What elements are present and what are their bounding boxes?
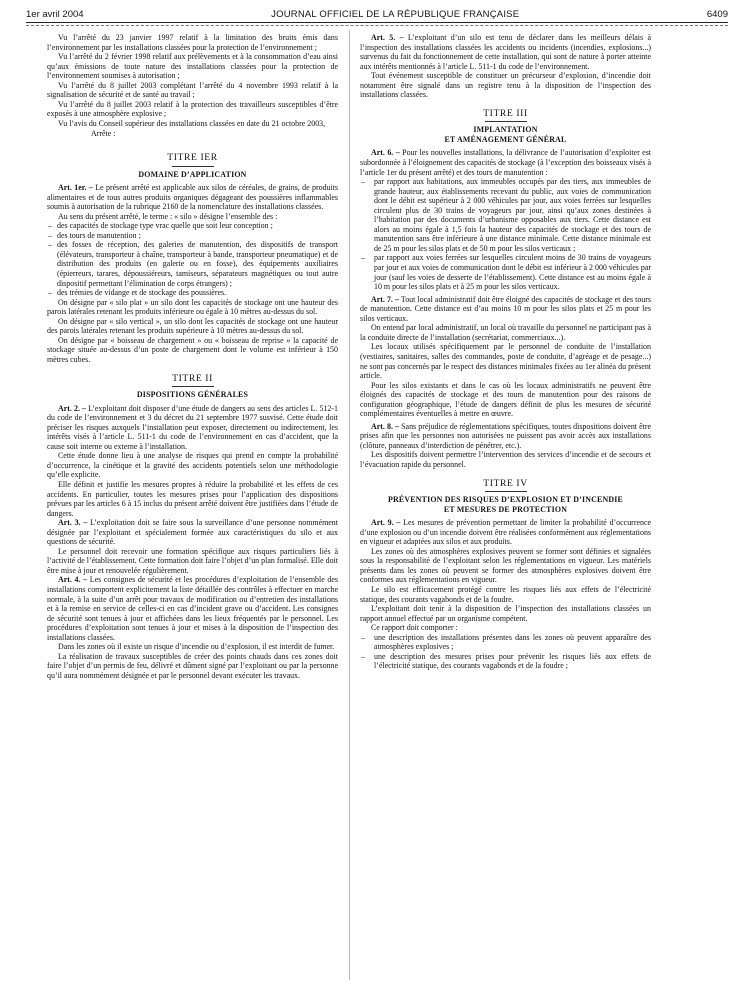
article-7: [360, 295, 651, 324]
visa-paragraph: Vu l’arrêté du 2 février 1998 relatif aux prélèvements et à la consommation d’eau ainsi qu’aux émissions de toute nature des installations classées pour la protection de l’environnement soumises à autorisation ;: [47, 52, 338, 81]
article-1-paragraph: On désigne par « silo vertical », un silo dont les capacités de stockage ont une hauteur des parois latérales retenant les produits supérieure à 10 mètres au-dessus du sol.: [47, 316, 338, 336]
article-9-paragraph: Ce rapport doit comporter :: [371, 623, 458, 633]
article-7-label: Art. 7. –: [371, 294, 399, 304]
titre-rule: [172, 386, 214, 387]
article-6-text: Pour les nouvelles installations, la délivrance de l’autorisation d’exploiter est subordonnée à l’éloignement des capacités de stockage (à l’exception des boisseaux visés à l’article 1er du présent arrêté) et des tours de manutention :: [360, 148, 651, 177]
column-divider: [349, 30, 350, 980]
article-7-paragraph: Les locaux utilisés spécifiquement par le personnel de conduite de l’installation (vestiaires, sanitaires, salles des commandes, poste de conduite, d’agréage et de pesage...) ne sont pas concernés par le respect des distances minimales fixées au 1er alinéa du présent article.: [360, 342, 651, 381]
titre-3-subtitle-line: IMPLANTATION: [473, 125, 538, 135]
visa-paragraph: Vu l’avis du Conseil supérieur des installations classées en date du 21 octobre 2003,: [58, 118, 326, 128]
titre-4-subtitle-line: ET MESURES DE PROTECTION: [443, 504, 568, 514]
article-7-text: Tout local administratif doit être éloigné des capacités de stockage et des tours de manutention. Cette distance est d’au moins 10 m pour les silos plats et 25 m pour les silos verticaux.: [360, 294, 651, 323]
list-item: – des capacités de stockage type vrac quelle que soit leur conception ;: [47, 221, 338, 231]
titre-2-subtitle: DISPOSITIONS GÉNÉRALES: [136, 390, 249, 400]
article-4-text: Les consignes de sécurité et les procédures d’exploitation de l’ensemble des installations comportent explicitement la liste détaillée des contrôles à effectuer en marche normale, à la suite d’un arrêt pour travaux de modification ou d’entretien des installations et à la remise en service de celles-ci en cas d’incident grave ou d’accident. Les consignes de sécurité sont tenues à jour et affichées dans les lieux fréquentés par le personnel. Les procédures d’exploitation sont tenues à jour et mises à la disposition de l’inspection des installations classées.: [47, 575, 338, 642]
article-8-paragraph: Les dispositifs doivent permettre l’intervention des services d’incendie et de secours et l’évacuation rapide du personnel.: [360, 450, 651, 469]
article-8: [360, 422, 651, 451]
article-5-paragraph: Tout événement susceptible de constituer un précurseur d’explosion, d’incendie doit notamment être signalé dans un registre tenu à la disposition de l’inspection des installations classées.: [360, 71, 651, 100]
header-rule: [26, 22, 728, 23]
article-1-label: Art. 1er. –: [58, 183, 93, 193]
titre-3-subtitle: [360, 125, 651, 144]
article-4: [47, 575, 338, 642]
article-4-label: Art. 4. –: [58, 575, 88, 585]
article-2: [47, 404, 338, 452]
article-2-paragraph: Elle définit et justifie les mesures propres à réduire la probabilité et les effets de ces accidents. En particulier, toutes les mesures prises pour l’application des dispositions prévues par les articles 6 à 15 inclus du présent arrêté doivent être justifiées dans l’étude de dangers.: [47, 479, 338, 518]
article-9-text: Les mesures de prévention permettant de limiter la probabilité d’occurrence d’une explosion ou d’un incendie doivent être réalisées conformément aux réglementations en vigueur et adaptées aux silos et aux produits.: [360, 518, 651, 547]
article-6: [360, 148, 651, 177]
list-item: – une description des installations présentes dans les zones où peuvent apparaître des atmosphères explosives ;: [360, 633, 651, 652]
article-9-paragraph: L’exploitant doit tenir à la disposition de l’inspection des installations classées un rapport annuel effectué par un organisme compétent.: [360, 604, 651, 623]
article-4-paragraph: La réalisation de travaux susceptibles de créer des points chauds dans ces zones doit faire l’objet d’un permis de feu, délivré et dûment signé par l’exploitant ou par la personne qu’il aura nommément désignée et par le personnel devant exécuter les travaux.: [47, 651, 338, 680]
titre-rule: [485, 491, 527, 492]
header-date: 1er avril 2004: [26, 8, 84, 20]
article-1-paragraph: On désigne par « boisseau de chargement » ou « boisseau de reprise » la capacité de stockage située au-dessus d’un poste de chargement dont le volume est inférieur à 150 mètres cubes.: [47, 335, 338, 364]
left-column: [47, 33, 338, 680]
article-3: [47, 518, 338, 547]
article-9-label: Art. 9. –: [371, 518, 401, 528]
titre-rule: [485, 121, 527, 122]
article-8-label: Art. 8. –: [371, 421, 400, 431]
article-9-paragraph: Le silo est efficacement protégé contre les risques liés aux effets de l’électricité statique, des courants vagabonds et de la foudre.: [360, 584, 651, 604]
arrete-line: Arrête :: [91, 129, 116, 139]
titre-4-subtitle-line: PRÉVENTION DES RISQUES D’EXPLOSION ET D’INCENDIE: [387, 495, 624, 505]
titre-4-heading: TITRE IV: [483, 477, 528, 489]
article-5-text: L’exploitant d’un silo est tenu de déclarer dans les meilleurs délais à l’inspection des installations classées les accidents ou incidents (incendies, explosions...) survenus du fait du fonctionnement de cette installation, qui sont de nature à porter atteinte aux intérêts mentionnés à l’article L. 511-1 du code de l’environnement.: [360, 33, 651, 71]
article-1-paragraph: On désigne par « silo plat » un silo dont les capacités de stockage ont une hauteur des parois latérales retenant les produits inférieure ou égale à 10 mètres au-dessus du sol.: [47, 297, 338, 317]
article-6-list: [360, 177, 651, 292]
list-item: – par rapport aux voies ferrées sur lesquelles circulent moins de 30 trains de voyageurs par jour et aux voies de communication dont le débit est inférieur à 2 000 véhicules par jour (sauf les voies de desserte de l’établissement). Cette distance est au moins égale à 10 m pour les silos plats et à 25 m pour les silos verticaux.: [360, 253, 651, 291]
article-2-paragraph: Cette étude donne lieu à une analyse de risques qui prend en compte la probabilité d’occurrence, la cinétique et la gravité des accidents potentiels selon une méthodologie qu’elle explicite.: [47, 451, 338, 480]
visa-paragraph: Vu l’arrêté du 23 janvier 1997 relatif à la limitation des bruits émis dans l’environnement par les installations classées pour la protection de l’environnement ;: [47, 33, 338, 52]
article-5: [360, 33, 651, 71]
titre-1-heading: TITRE IER: [167, 152, 218, 164]
article-1: [47, 183, 338, 212]
titre-1-subtitle: DOMAINE D’APPLICATION: [138, 169, 247, 179]
visa-paragraph: Vu l’arrêté du 8 juillet 2003 complétant l’arrêté du 4 novembre 1993 relatif à la signalisation de sécurité et de santé au travail ;: [47, 80, 338, 100]
page-number: 6409: [706, 8, 728, 20]
titre-3-subtitle-line: ET AMÉNAGEMENT GÉNÉRAL: [444, 134, 567, 144]
article-3-paragraph: Le personnel doit recevoir une formation spécifique aux risques particuliers liés à l’activité de l’établissement. Cette formation doit faire l’objet d’un plan formalisé. Elle doit être mise à jour et renouvelée régulièrement.: [47, 546, 338, 575]
titre-4-subtitle: [360, 495, 651, 514]
article-6-label: Art. 6. –: [371, 148, 400, 158]
visa-paragraph: Vu l’arrêté du 8 juillet 2003 relatif à la protection des travailleurs susceptibles d’être exposés à une atmosphère explosive ;: [47, 99, 338, 119]
journal-title: JOURNAL OFFICIEL DE LA RÉPUBLIQUE FRANÇAISE: [271, 8, 520, 20]
article-9-paragraph: Les zones où des atmosphères explosives peuvent se former sont définies et signalées sous la responsabilité de l’exploitant selon les réglementations en vigueur. Les matériels présents dans les zones où peuvent se former des atmosphères explosives doivent être conformes aux réglementations en vigueur.: [360, 546, 651, 585]
page-header: [26, 7, 728, 21]
article-9-list: [360, 633, 651, 671]
titre-rule: [172, 166, 214, 167]
article-7-paragraph: On entend par local administratif, un local où travaille du personnel ne participant pas à la conduite directe de l’installation (secrétariat, commerciaux...).: [360, 323, 651, 342]
list-item: – des fosses de réception, des galeries de manutention, des dispositifs de transport (élévateurs, transporteur à chaîne, transporteur à bande, transporteur pneumatique) et de distribution des produits (en galerie ou en fosse), des équipements auxiliaires (épierreurs, tarares, dépoussiéreurs, tamiseurs, séparateurs magnétiques ou tout autre dispositif permettant l’élimination de corps étrangers) ;: [47, 240, 338, 288]
article-1-paragraph: Au sens du présent arrêté, le terme : « silo » désigne l’ensemble des :: [58, 211, 278, 221]
article-5-label: Art. 5. –: [371, 33, 404, 42]
list-item: – des tours de manutention ;: [47, 231, 338, 241]
article-7-paragraph: Pour les silos existants et dans le cas où les locaux administratifs ne peuvent être éloignés des capacités de stockage et des tours de manutention pour des raisons de configuration géographique, l’étude de dangers définit de plus les mesures de sécurité complémentaires éventuelles à mettre en œuvre.: [360, 380, 651, 419]
article-2-label: Art. 2. –: [58, 403, 86, 413]
article-1-list: [47, 221, 338, 297]
header-dashed-rule: [26, 25, 728, 26]
article-2-text: L’exploitant doit disposer d’une étude de dangers au sens des articles L. 512-1 du code de l’environnement et 3 du décret du 21 septembre 1977 susvisé. Cette étude doit préciser les risques auxquels l’installation peut exposer, directement ou indirectement, les intérêts visés à l’article L. 511-1 du code de l’environnement en cas d’accident, que la cause soit interne ou externe à l’installation.: [47, 403, 338, 451]
list-item: – des trémies de vidange et de stockage des poussières.: [47, 288, 338, 298]
list-item: – une description des mesures prises pour prévenir les risques liés aux effets de l’électricité statique, des courants vagabonds et de la foudre ;: [360, 652, 651, 671]
article-4-paragraph: Dans les zones où il existe un risque d’incendie ou d’explosion, il est interdit de fumer.: [58, 642, 335, 652]
article-8-text: Sans préjudice de réglementations spécifiques, toutes dispositions doivent être prises afin que les personnes non autorisées ne puissent pas avoir accès aux installations (clôture, panneaux d’interdiction de pénétrer, etc.).: [360, 421, 652, 450]
titre-2-heading: TITRE II: [172, 372, 213, 384]
article-3-label: Art. 3. –: [58, 518, 88, 528]
titre-3-heading: TITRE III: [483, 107, 528, 119]
article-9: [360, 518, 651, 547]
list-item: – par rapport aux habitations, aux immeubles occupés par des tiers, aux immeubles de grande hauteur, aux établissements recevant du public, aux voies de communication dont le débit est supérieur à 2 000 véhicules par jour, aux voies ferrées sur lesquelles circulent plus de 30 trains de voyageurs par jour, ainsi qu’aux zones destinées à l’habitation par des documents d’urbanisme opposables aux tiers. Cette distance est alors au moins égale à 1,5 fois la hauteur des capacités de stockage et des tours de manutention sans être inférieure à une distance minimale. Cette distance minimale est de 25 m pour les silos plats et de 50 m pour les silos verticaux ;: [360, 177, 651, 253]
article-1-text: Le présent arrêté est applicable aux silos de céréales, de grains, de produits alimentaires et de tous autres produits organiques dégageant des poussières inflammables soumis à autorisation de la rubrique 2160 de la nomenclature des installations classées.: [47, 183, 339, 212]
right-column: [360, 33, 651, 671]
article-3-text: L’exploitation doit se faire sous la surveillance d’une personne nommément désignée par l’exploitant et spécialement formée aux caractéristiques du silo et aux questions de sécurité.: [47, 518, 338, 547]
